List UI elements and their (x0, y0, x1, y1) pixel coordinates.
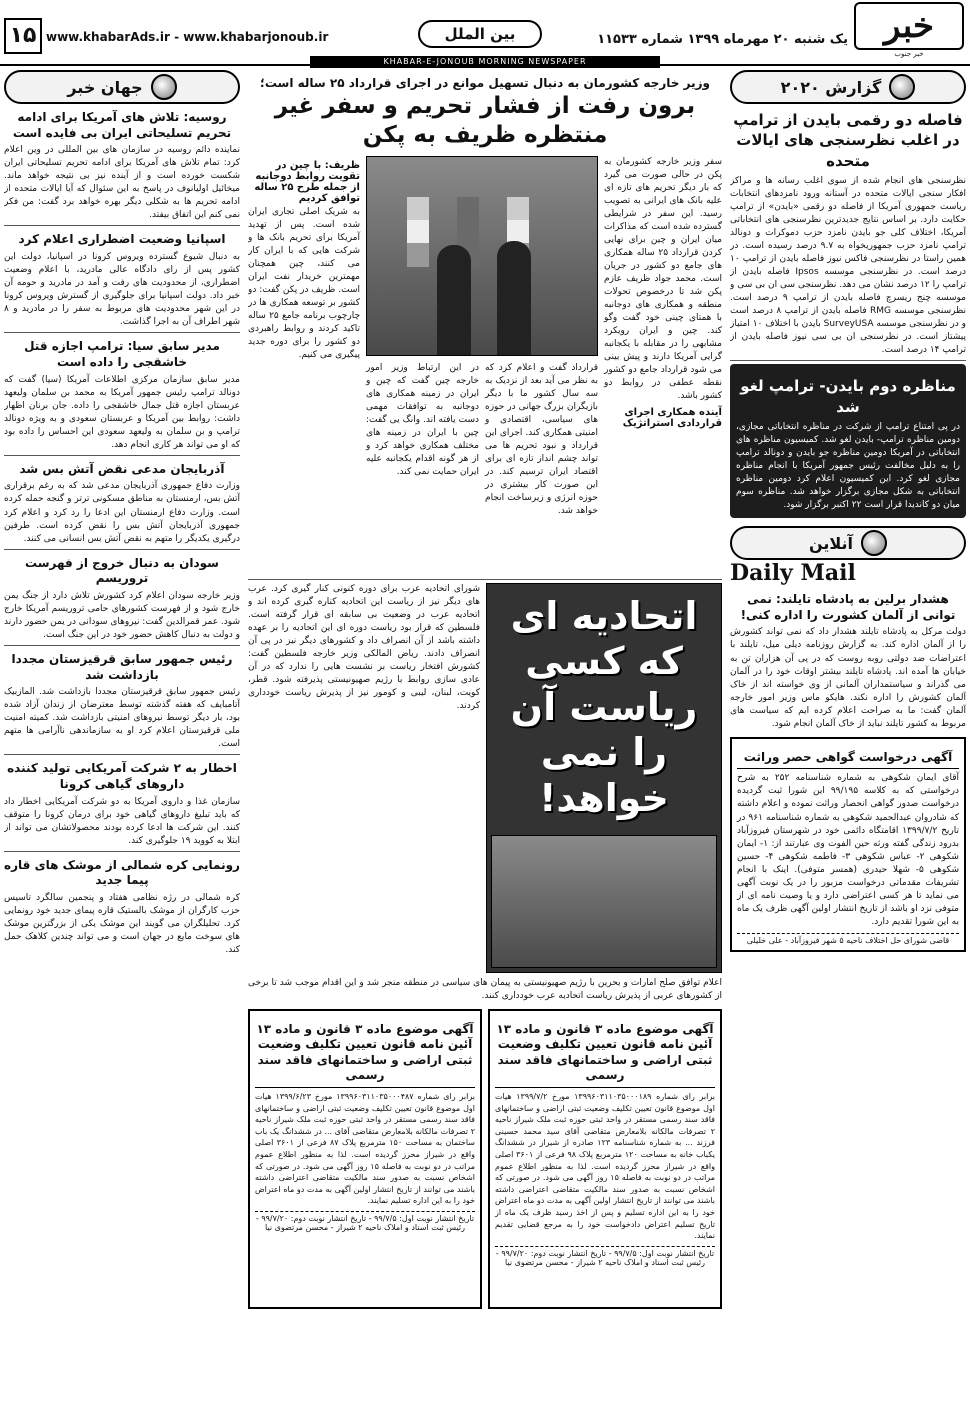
divider (4, 549, 240, 550)
news-headline: رئیس جمهور سابق قرقیزستان مجددا بازداشت شد (11, 652, 233, 682)
masthead (0, 0, 970, 66)
arab-league-article (248, 583, 722, 973)
divider (4, 754, 240, 755)
headline-kicker: وزیر خارجه کشورمان به دنبال تسهیل موانع در اجرای قرارداد ۲۵ ساله است؛ (260, 76, 710, 90)
legal-ad (248, 1009, 482, 1309)
article-body: در این ارتباط وزیر امور خارجه چین گفت که چین و ایران در زمینه همکاری های دوجانبه به توافقات مهمی دست یافته اند. وانگ یی گفت: چین با ایران در زمینه های مختلف همکاری خواهد کرد و از هر گونه اقدام یکجانبه علیه ایران حمایت نمی کند. (366, 362, 479, 477)
main-headline: برون رفت از فشار تحریم و سفر غیر منتظره ظریف به پکن (274, 93, 696, 148)
article-body: قرارداد گفت و اعلام کرد که به نظر می آید بعد از نزدیک به سه سال کشور ما با دیگر بازیگران بزرگ جهانی در حوزه های سیاسی، اقتصادی و امنیتی همکاری کند. اجرای این قرارداد و نبود تحریم ها می تواند چشم انداز تازه ای برای اقتصاد ایران ترسیم کند. در این صورت کار بیشتری در حوزه انرژی و زیرساخت انجام خواهد شد. (485, 362, 598, 517)
shaded-article (730, 364, 966, 518)
news-body: وزیر خارجه سودان اعلام کرد کشورش تلاش دارد از جنگ یمن خارج شود و از فهرست کشورهای حامی تروریسم آمریکا خارج شود. عمر قمرالدین گفت: نیروهای سودانی در یمن حضور دارند و دولت به دنبال کاهش حضور خود در این جنگ است. (4, 590, 240, 640)
ad-signature: تاریخ انتشار نوبت اول: ۹۹/۷/۵ - تاریخ انتشار نوبت دوم: ۹۹/۷/۲۰ - رئیس ثبت اسناد و املاک ناحیه ۲ شیراز - محسن مرتضوی نیا (255, 1211, 475, 1232)
page-number: ۱۵ (4, 18, 42, 54)
news-headline: آذربایجان مدعی نقض آتش بس شد (19, 461, 225, 476)
article-body: نظرسنجی های انجام شده از سوی اغلب رسانه ها و مراکز افکار سنجی ایالات متحده در آستانه ورود نامزدهای انتخابات ریاست جمهوری آمریکا از فاصله دو رقمی «بایدن» از ترامپ حکایت دارد. بر اساس نتایج جدیدترین نظرسنجی های انتخاباتی آمریکا، اختلاف کلی جو بایدن نامزد حزب دموکرات و دونالد ترامپ نامزد حزب جمهوریخواه به ۹.۷ درصد رسیده است. در همین راستا در نظرسنجی فاکس نیوز فاصله بایدن از ترامپ ۱۰ درصد است. در نظرسنجی موسسه Ipsos فاصله بایدن از ترامپ را ۱۲ درصد نشان می دهد. نظرسنجی سی ان بی سی و موسسه چنج ریسرچ فاصله بایدن از ترامپ ۹ درصد است. نظرسنجی موسسه RMG فاصله بایدن از ترامپ ۸ درصد است و در نظرسنجی موسسه SurveyUSA بایدن با اختلاف ۱۰ امتیاز پیشتاز است. در نظرسنجی ان بی سی نیوز فاصله بایدن از ترامپ ۱۴ درصد است. (730, 175, 966, 356)
divider (4, 455, 240, 456)
divider (4, 225, 240, 226)
article-body: سفر وزیر خارجه کشورمان به پکن در حالی صورت می گیرد که بار دیگر تحریم های تازه ای علیه بانک های ایرانی به تصویب رسید. این سفر در شرایطی گسترده شده است که مذاکرات میان ایران و چین برای نهایی کردن قرارداد ۲۵ ساله همکاری های جامع دو کشور در جریان است. محمد جواد ظریف عازم پکن شد تا درخصوص تحولات منطقه و همکاری های دوجانبه با همتای چینی خود گفت وگو کند. چین و ایران رویکرد مشابهی را در مقابله با یکجانبه گرایی آمریکا دارند و پیش بینی می شود قرارداد جامع دو کشور نقطه عطفی در روابط دو کشور باشد. (604, 156, 722, 402)
news-headline: اسپانیا وضعیت اضطراری اعلام کرد (18, 232, 226, 247)
person-figure (437, 245, 471, 355)
divider (4, 851, 240, 852)
feature-banner (486, 583, 722, 973)
ad-signature: قاضی شورای حل اختلاف ناحیه ۵ شهر فیروزآباد - علی خلیلی (737, 933, 959, 945)
article-center (366, 156, 598, 576)
news-body: وزارت دفاع جمهوری آذربایجان مدعی شد که به رغم برقراری آتش بس، ارمنستان به مناطق مسکونی ترتر و گنجه حمله کرده است. وزارت دفاع ارمنستان این ادعا را رد کرد و اعلام کرد جمهوری آذربایجان آتش بس را نقض کرده است. طرفین درگیری یکدیگر را متهم به نقض آتش بس انسانی می کنند. (4, 481, 240, 544)
article-column (604, 156, 722, 576)
divider (4, 645, 240, 646)
photo-caption: اعلام توافق صلح امارات و بحرین با رژیم صهیونیستی به پیمان های سیاسی در منطقه منجر شد و این اقدام موجب شد تا برخی از کشورهای عربی از پذیرش ریاست اتحادیه عرب خودداری کنند. (248, 977, 722, 1001)
news-list (4, 110, 240, 957)
daily-mail-logo: Daily Mail (730, 560, 856, 587)
legal-ads-row (248, 1009, 722, 1309)
ad-headline: آگهی موضوع ماده ۳ قانون و ماده ۱۳ آئین نامه قانون تعیین تکلیف وضعیت ثبتی اراضی و ساختمانهای فاقد سند رسمی (495, 1022, 715, 1088)
ad-body: برابر رای شماره ۱۳۹۹۶۰۳۱۱۰۳۵۰۰۰۴۸۷ مورخ ۱۳۹۹/۶/۲۳ هیات اول موضوع قانون تعیین تکلیف وضعیت ثبتی اراضی و ساختمانهای فاقد سند رسمی مستقر در واحد ثبتی حوزه ثبت ملک شیراز ناحیه ۲ تصرفات مالکانه بلامعارض متقاضی آقای ... در ششدانگ یک باب ساختمان به مساحت ۱۵۰ مترمربع پلاک ۸۷ فرعی از ۳۶۰۱ اصلی واقع در شیراز محرز گردیده است. لذا به منظور اطلاع عموم مراتب در دو نوبت به فاصله ۱۵ روز آگهی می شود. در صورتی که اشخاص نسبت به صدور سند مالکیت متقاضی اعتراضی داشته باشند می توانند از تاریخ انتشار اولین آگهی به مدت دو ماه اعتراض خود را به این اداره تسلیم نمایند. (255, 1091, 475, 1206)
article-body: در پی امتناع ترامپ از شرکت در مناظره انتخاباتی مجازی، دومین مناظره ترامپ- بایدن لغو شد. کمیسیون مناظره های انتخاباتی در آمریکا دومین مناظره جو بایدن و دونالد ترامپ را به دلیل مخالفت رئیس جمهور آمریکا با انجام مناظره مجازی لغو کرد. این کمیسیون اعلام کرد دومین مناظره انتخاباتی به شکل مجازی برگزار خواهد شد. مناظره سوم میان دو کاندیدا قرار است ۲۲ اکتبر برگزار شود. (736, 421, 960, 511)
news-body: رئیس جمهور سابق قرقیزستان مجددا بازداشت شد. المازبیک آتامبایف که هفته گذشته توسط معترضان از زندان آزاد شده بود، بار دیگر توسط نیروهای امنیتی بازداشت شد. کمیته امنیت ملی قرقیزستان اعلام کرد او به سازماندهی ناآرامی ها متهم است. (4, 687, 240, 750)
report-tag: گزارش ۲۰۲۰ (730, 70, 966, 104)
news-headline: روسیه: تلاش های آمریکا برای ادامه تحریم تسلیحاتی ایران بی فایده است (12, 110, 232, 140)
ad-headline: آگهی درخواست گواهی حصر وراثت (737, 750, 959, 770)
ad-signature: تاریخ انتشار نوبت اول: ۹۹/۷/۵ - تاریخ انتشار نوبت دوم: ۹۹/۷/۲۰ - رئیس ثبت اسناد و املاک ناحیه ۲ شیراز - محسن مرتضوی نیا (495, 1246, 715, 1267)
right-column (730, 70, 966, 1424)
article-subhead: ظریف: با چین در تقویت روابط دوجانبه از جمله طرح ۲۵ ساله توافق کردیم (254, 159, 360, 204)
flag-icon (407, 197, 429, 267)
newspaper-logo: خبر (854, 2, 964, 50)
masthead-strip: KHABAR-E-JONOUB MORNING NEWSPAPER (310, 56, 660, 68)
news-headline: رونمایی کره شمالی از موشک های قاره پیما جدید (4, 857, 240, 888)
news-body: نماینده دائم روسیه در سازمان های بین المللی در وین اعلام کرد: تمام تلاش های آمریکا برای ادامه تحریم تسلیحاتی ایران شکست خورده است و از آینده نیز بی نتیجه خواهد ماند. میخائیل اولیانوف در پاسخ به این سئوال که آیا ایالات متحده از ادامه تحریم ها به شکلی دیگر بهره خواهد برد گفت: من فکر نمی کنم این اتفاق بیفتد. (4, 145, 240, 221)
globe-icon (861, 530, 887, 556)
news-body: مدیر سابق سازمان مرکزی اطلاعات آمریکا (سیا) گفت که دونالد ترامپ رئیس جمهور آمریکا به محمد بن سلمان ولیعهد عربستان اجازه قتل جمال خاشقجی را داده. جان برنان اظهار داشت: روابط بین آمریکا و عربستان سعودی و به ویژه دونالد ترامپ و بن سلمان به ولیعهد سعودی این احساس را داده بود که او می تواند هر کاری انجام دهد. (4, 374, 240, 450)
divider (730, 360, 966, 361)
article-column (248, 583, 480, 973)
divider (248, 579, 722, 580)
news-body: به دنبال شیوع گسترده ویروس کرونا در اسپانیا، دولت این کشور پس از رای دادگاه عالی مادرید، با اعلام وضعیت اضطراری، از محدودیت های رفت و آمد در مادرید و حومه آن خبر داد. دولت اسپانیا برای جلوگیری از گسترش ویروس کرونا در این شهر محدودیت های مربوط به سفر را در مادرید و ۸ شهر اطراف آن به اجرا گذاشت. (4, 252, 240, 328)
online-tag: آنلاین (730, 526, 966, 560)
website-urls[interactable]: www.khabarAds.ir - www.khabarjonoub.ir (46, 30, 329, 44)
date-line: یک شنبه ۲۰ مهرماه ۱۳۹۹ شماره ۱۱۵۳۳ (597, 32, 848, 47)
left-column (4, 70, 240, 1424)
legal-ad (730, 737, 966, 952)
article-headline: هشدار برلین به پادشاه تایلند: نمی توانی از آلمان کشورت را اداره کنی! (740, 592, 956, 622)
globe-icon (151, 74, 177, 100)
person-figure (497, 241, 531, 355)
legal-ad (488, 1009, 722, 1309)
ad-headline: آگهی موضوع ماده ۳ قانون و ماده ۱۳ آئین نامه قانون تعیین تکلیف وضعیت ثبتی اراضی و ساختمانهای فاقد سند رسمی (255, 1022, 475, 1088)
ad-body: آقای ایمان شکوهی به شماره شناسنامه ۲۵۲ به شرح درخواستی که به کلاسه ۹۹/۱۹۵ این شورا ثبت گردیده درخواست صدور گواهی انحصار وراثت نموده و اعلام داشته که شادروان عبدالحمید شکوهی به شماره شناسنامه ۹۶۱ در تاریخ ۱۳۹۹/۷/۲ اقامتگاه دائمی خود در شهرستان فیروزآباد بدرود زندگی گفته ورثه حین الفوت وی عبارتند از: ۱- ایمان شکوهی ۲- عباس شکوهی ۳- فاطمه شکوهی ۴- حسین شکوهی ۵- شهلا حیدری (همسر متوفی). اینک با انجام تشریفات مقدماتی درخواست مزبور را در یک نوبت آگهی می نماید تا هر کسی اعتراضی دارد و یا وصیت نامه ای از متوفی نزد او باشد از تاریخ انتشار اولین آگهی ظرف یک ماه به این شورا تقدیم دارد. (737, 773, 959, 927)
middle-column (248, 70, 722, 1309)
section-title: بین الملل (418, 20, 542, 48)
divider (4, 332, 240, 333)
article-headline: فاصله دو رقمی بایدن از ترامپ در اغلب نظرسنجی های ایالات متحده (733, 111, 963, 170)
article-body: دولت مرکل به پادشاه تایلند هشدار داد که نمی تواند کشورش را از آلمان اداره کند. به گزارش روزنامه دیلی میل، تایلند با اعتراضات ضد دولتی روبه روست که در پی آن هزاران تن به خیابان ها آمده اند. پادشاه تایلند بیشتر اوقات خود را در آلمان می گذراند و سیاستمداران آلمانی از وی خواسته اند از خاک آلمان کشورش را اداره نکند. هایکو ماس وزیر امور خارجه آلمان گفت: ما به صراحت اعلام کرده ایم که سیاست های مربوط به کشور تایلند نباید از خاک آلمان انجام شود. (730, 627, 966, 729)
logo-subtitle: خبر جنوب (894, 50, 924, 58)
article-headline: مناظره دوم بایدن- ترامپ لغو شد (740, 377, 956, 416)
news-headline: اخطار به ۲ شرکت آمریکایی تولید کننده داروهای گیاهی کرونا (7, 761, 237, 792)
world-news-tag: جهان خبر (4, 70, 240, 104)
feature-headline: اتحادیه ای که کسی ریاست آن را نمی خواهد! (510, 593, 698, 820)
news-photo (491, 835, 717, 967)
main-article (248, 156, 722, 576)
news-body: کره شمالی در رژه نظامی هفتاد و پنجمین سالگرد تاسیس حزب کارگران از موشک بالستیک قاره پیمای جدید خود رونمایی کرد. تحلیلگران می گویند این موشک یکی از بزرگترین موشک های سوخت مایع در جهان است و می تواند چندین کلاهک حمل کند. (4, 893, 240, 956)
article-subhead: آینده همکاری اجرای قراردادی استراتژیک (622, 407, 722, 430)
news-body: سازمان غذا و داروی آمریکا به دو شرکت آمریکایی اخطار داد که باید تبلیغ داروهای گیاهی خود برای درمان کرونا را متوقف کنند. این شرکت ها ادعا کرده بودند محصولاتشان می تواند از ابتلا به کووید ۱۹ جلوگیری کند. (4, 796, 240, 846)
article-body: به شریک اصلی تجاری ایران شده است. پس از تهدید آمریکا برای تحریم بانک ها و شرکت هایی که با ایران کار می کنند، چین همچنان مهمترین خریدار نفت ایران است. ظریف در پکن گفت: دو کشور بر توسعه همکاری ها در چارچوب برنامه جامع ۲۵ ساله تاکید کردند و روابط راهبردی دو کشور را برای دوره جدید پیگیری می کنیم. (248, 206, 361, 361)
news-headline: مدیر سابق سیا: ترامپ اجازه قتل خاشقجی را داده است (24, 339, 220, 369)
globe-icon (889, 74, 915, 100)
article-subcolumns (366, 362, 598, 519)
news-headline: سودان به دنبال خروج از فهرست تروریسم (25, 555, 219, 586)
news-photo (366, 156, 598, 356)
article-column (248, 156, 360, 576)
ad-body: برابر رای شماره ۱۳۹۹۶۰۳۱۱۰۳۵۰۰۰۱۸۹ مورخ ۱۳۹۹/۷/۲ هیات اول موضوع قانون تعیین تکلیف وضعیت ثبتی اراضی و ساختمانهای فاقد سند رسمی مستقر در واحد ثبتی حوزه ثبت ملک شیراز ناحیه ۲ تصرفات مالکانه بلامعارض متقاضی آقای سید محمد حسینی فرزند ... به شماره شناسنامه ۱۲۳ صادره از شیراز در ششدانگ یکباب خانه به مساحت ۱۲۰ مترمربع پلاک ۹۸ فرعی از ۳۶۰۱ اصلی واقع در شیراز محرز گردیده است. لذا به منظور اطلاع عموم مراتب در دو نوبت به فاصله ۱۵ روز آگهی می شود. در صورتی که اشخاص نسبت به صدور سند مالکیت متقاضی اعتراضی داشته باشند می توانند از تاریخ انتشار اولین آگهی به مدت دو ماه اعتراض خود را به این اداره تسلیم و پس از اخذ رسید ظرف یک ماه از تاریخ تسلیم اعتراض دادخواست خود را به مرجع قضایی تقدیم نمایند. (495, 1091, 715, 1241)
article-body: شورای اتحادیه عرب برای دوره کنونی کنار گیری کرد. عرب های دیگر نیز از ریاست این اتحادیه کناره گیری کرده اند و اتحادیه عرب در وضعیت بی سابقه ای قرار گرفته است. فلسطین که قرار بود ریاست دوره ای این اتحادیه را بر عهده داشته باشد از آن انصراف داد و کشورهای دیگر نیز در پی آن انصراف دادند. ریاض المالکی وزیر خارجه فلسطین گفت: کشورش افتخار ریاست بر نشست هایی را ندارد که در آن عادی سازی روابط با رژیم صهیونیستی پذیرفته شود. قطر، کویت، لبنان، لیبی و کومور نیز از پذیرش ریاست خودداری کردند. (248, 583, 480, 711)
